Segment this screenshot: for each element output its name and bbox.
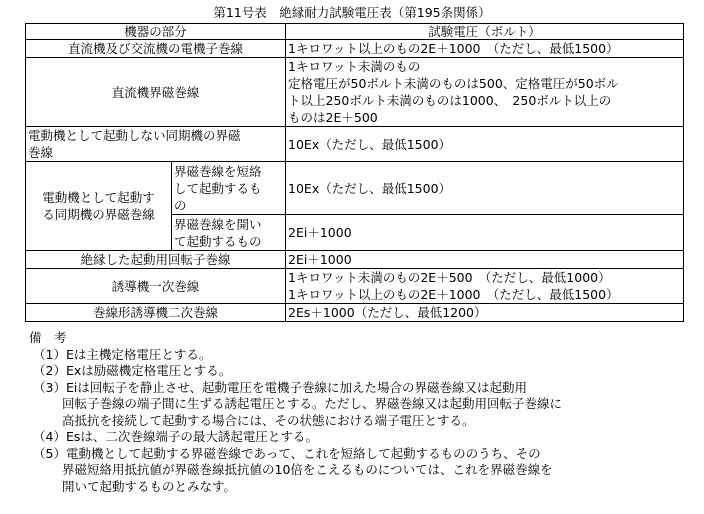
header-part: 機器の部分 — [26, 24, 286, 40]
note-3 — [25, 380, 695, 430]
note-2: （2）Exは励磁機定格電圧とする。 — [33, 363, 232, 378]
note-1: （1）Eは主機定格電圧とする。 — [33, 346, 212, 362]
row7-part: 巻線形誘導機二次巻線 — [26, 304, 286, 322]
table-row — [26, 304, 684, 322]
notes-heading: 備 考 — [29, 330, 67, 345]
table-row — [26, 40, 684, 58]
row3-voltage: 10Ex（ただし、最低1500） — [286, 127, 684, 162]
row4-sub1-voltage: 10Ex（ただし、最低1500） — [286, 162, 684, 215]
row2-voltage — [286, 58, 684, 127]
row4-sub1-line: して起動するも — [174, 180, 262, 196]
row6-voltage-line: 1キロワット未満のもの2E＋500 （ただし、最低1000） — [288, 270, 611, 285]
row5-voltage: 2Ei＋1000 — [286, 251, 684, 269]
notes-section — [25, 330, 695, 495]
row6-voltage-line: 1キロワット以上のもの2E＋1000 （ただし、最低1500） — [288, 287, 619, 302]
note-3-line: 回転子巻線の端子間に生ずる誘起電圧とする。ただし、界磁巻線又は起動用回転子巻線に — [62, 396, 563, 411]
table-header-row — [26, 24, 684, 40]
row3-part-line: 電動機として起動しない同期機の界磁 — [28, 128, 241, 143]
row4-sub2-voltage: 2Ei＋1000 — [286, 215, 684, 251]
note-5-line: （5）電動機として起動する界磁巻線であって、これを短絡して起動するもののうち、その — [33, 445, 541, 461]
row4-sub2-line: て起動するもの — [174, 233, 262, 249]
row4-sub2-line: 界磁巻線を開い — [174, 216, 262, 232]
row4-part-line: 電動機として起動す — [42, 190, 155, 205]
row3-part-line: 巻線 — [28, 145, 54, 160]
test-voltage-table — [25, 23, 684, 322]
row5-part: 絶縁した起動用回転子巻線 — [26, 251, 286, 269]
table-row — [26, 127, 684, 162]
row2-voltage-line: ものは2E＋500 — [288, 110, 378, 125]
note-3-line: （3）Eiは回転子を静止させ、起動電圧を電機子巻線に加えた場合の界磁巻線又は起動用 — [33, 379, 527, 395]
row1-part: 直流機及び交流機の電機子巻線 — [26, 40, 286, 58]
note-4: （4）Esは、二次巻線端子の最大誘起電圧とする。 — [33, 429, 318, 444]
row2-voltage-line: 定格電圧が50ボルト未満のものは500、定格電圧が50ボル — [288, 76, 619, 91]
row6-voltage — [286, 269, 684, 304]
header-voltage: 試験電圧（ボルト） — [286, 24, 684, 40]
row4-part — [26, 162, 172, 251]
table-row — [26, 162, 684, 215]
table-row — [26, 251, 684, 269]
table-row — [26, 58, 684, 127]
table-title: 第11号表 絶縁耐力試験電圧表（第195条関係） — [213, 5, 491, 20]
note-5 — [25, 446, 695, 496]
row4-sub1-line: の — [174, 197, 187, 213]
row4-sub1-part — [172, 162, 286, 215]
note-3-line: 高抵抗を接続して起動する場合には、その状態における端子電圧とする。 — [62, 412, 475, 428]
row4-sub1-line: 界磁巻線を短絡 — [174, 163, 262, 179]
row4-part-line: る同期機の界磁巻線 — [42, 207, 155, 222]
row3-part — [26, 127, 286, 162]
note-5-line: 界磁短絡用抵抗値が界磁巻線抵抗値の10倍をこえるものについては、これを界磁巻線を — [62, 462, 553, 477]
row2-part: 直流機界磁巻線 — [26, 58, 286, 127]
row2-voltage-line: 1キロワット未満のもの — [288, 59, 421, 74]
row7-voltage: 2Es＋1000（ただし、最低1200） — [286, 304, 684, 322]
row4-sub2-part — [172, 215, 286, 251]
row1-voltage: 1キロワット以上のもの2E＋1000 （ただし、最低1500） — [286, 40, 684, 58]
row6-part: 誘導機一次巻線 — [26, 269, 286, 304]
table-row — [26, 269, 684, 304]
note-5-line: 開いて起動するものとみなす。 — [62, 478, 237, 494]
row2-voltage-line: ト以上250ボルト未満のものは1000、 250ボルト以上の — [288, 93, 612, 108]
